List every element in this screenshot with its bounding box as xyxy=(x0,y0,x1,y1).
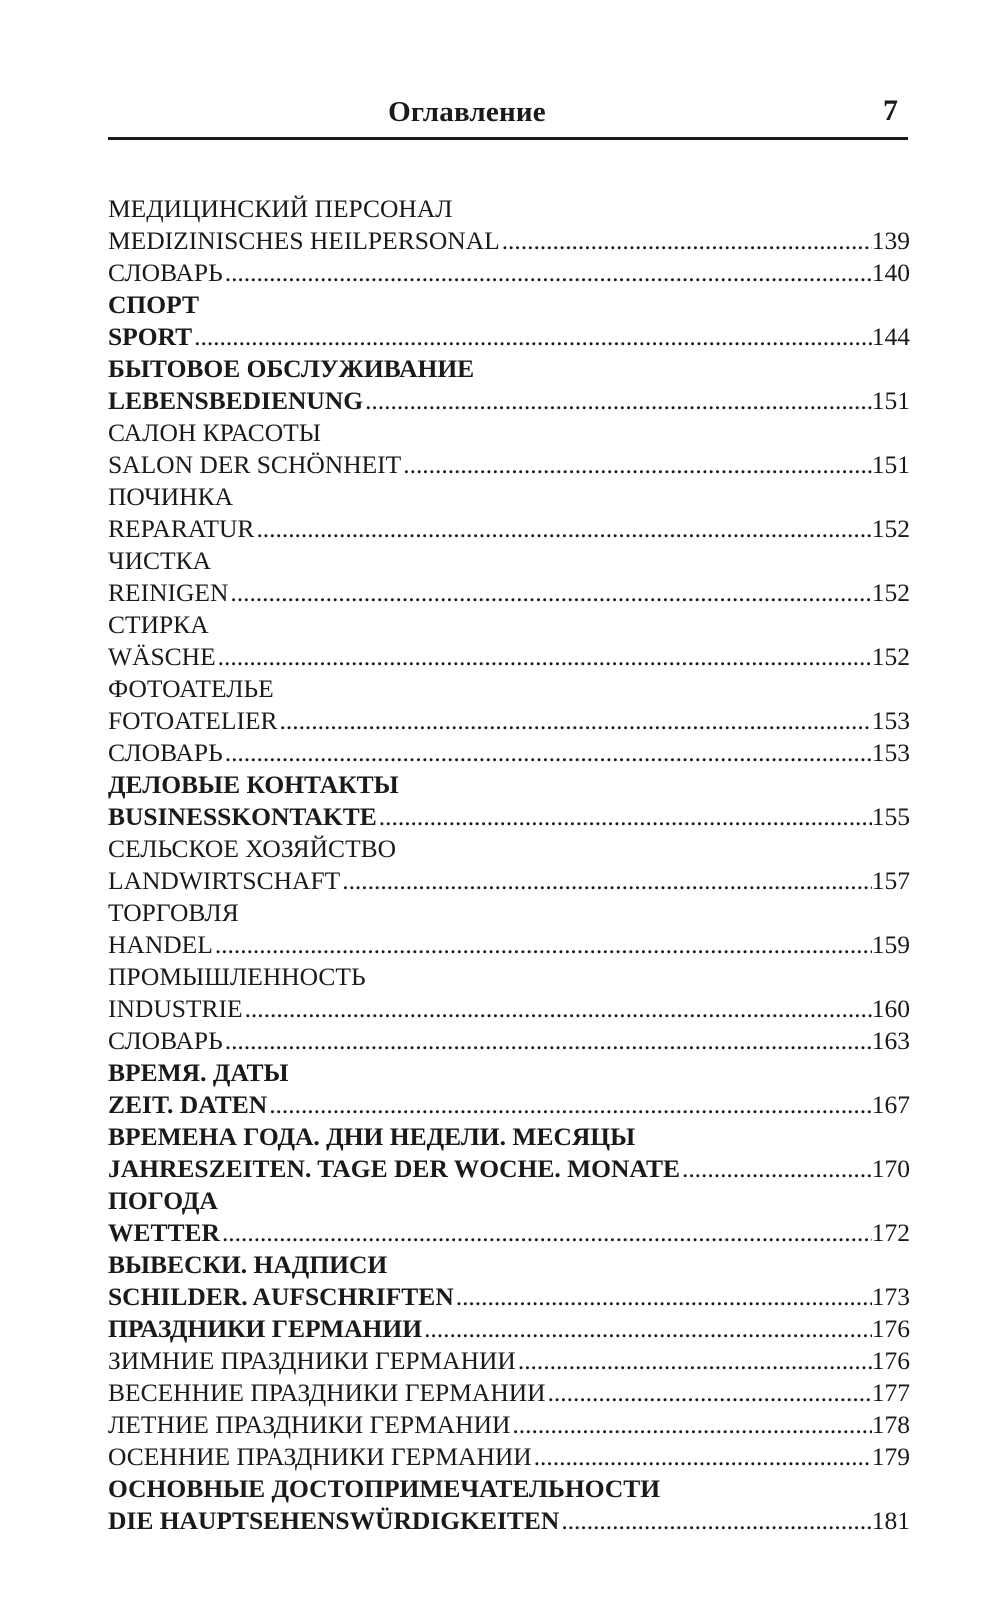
dot-leader xyxy=(223,737,872,769)
toc-entry xyxy=(108,449,910,481)
toc-entry xyxy=(108,481,910,513)
toc-entry xyxy=(108,1217,910,1249)
dot-leader xyxy=(559,1505,871,1537)
toc-entry-page-number: 139 xyxy=(871,226,910,255)
toc-entry xyxy=(108,897,910,929)
toc-entry-page-number: 153 xyxy=(871,706,910,735)
toc-entry xyxy=(108,321,910,353)
toc-entry xyxy=(108,1057,910,1089)
toc-entry xyxy=(108,1345,910,1377)
toc-entry-page-number: 157 xyxy=(871,866,910,895)
dot-leader xyxy=(363,385,872,417)
dot-leader xyxy=(216,641,872,673)
dot-leader xyxy=(254,513,871,545)
table-of-contents xyxy=(108,193,910,1537)
toc-entry-title: SCHILDER. AUFSCHRIFTEN xyxy=(108,1282,454,1311)
running-head xyxy=(108,92,908,138)
toc-entry xyxy=(108,513,910,545)
dot-leader xyxy=(213,929,872,961)
dot-leader xyxy=(680,1153,872,1185)
toc-entry-title: СПОРТ xyxy=(108,290,199,319)
toc-entry-title: СЛОВАРЬ xyxy=(108,738,223,767)
toc-entry-title: INDUSTRIE xyxy=(108,994,243,1023)
toc-entry-page-number: 159 xyxy=(871,930,910,959)
dot-leader xyxy=(401,449,872,481)
toc-entry xyxy=(108,1185,910,1217)
toc-entry-page-number: 153 xyxy=(871,738,910,767)
toc-entry-page-number: 151 xyxy=(871,450,910,479)
toc-entry xyxy=(108,929,910,961)
dot-leader xyxy=(546,1377,872,1409)
toc-entry-title: HANDEL xyxy=(108,930,213,959)
toc-entry-page-number: 173 xyxy=(871,1282,910,1311)
toc-entry-title: SALON DER SCHÖNHEIT xyxy=(108,450,402,479)
toc-entry-title: ПОЧИНКА xyxy=(108,482,234,511)
toc-entry-title: ЗИМНИЕ ПРАЗДНИКИ ГЕРМАНИИ xyxy=(108,1346,516,1375)
toc-entry xyxy=(108,865,910,897)
toc-entry xyxy=(108,1441,910,1473)
toc-entry-page-number: 144 xyxy=(871,322,910,351)
toc-entry xyxy=(108,1121,910,1153)
toc-entry xyxy=(108,609,910,641)
toc-entry xyxy=(108,1153,910,1185)
dot-leader xyxy=(422,1313,872,1345)
toc-entry-page-number: 163 xyxy=(871,1026,910,1055)
toc-entry xyxy=(108,673,910,705)
toc-entry-title: СЛОВАРЬ xyxy=(108,258,223,287)
toc-entry-page-number: 177 xyxy=(871,1378,910,1407)
toc-entry-page-number: 160 xyxy=(871,994,910,1023)
dot-leader xyxy=(223,257,872,289)
toc-entry-title: ВРЕМЕНА ГОДА. ДНИ НЕДЕЛИ. МЕСЯЦЫ xyxy=(108,1122,636,1151)
toc-entry xyxy=(108,1377,910,1409)
dot-leader xyxy=(454,1281,872,1313)
toc-entry xyxy=(108,1089,910,1121)
dot-leader xyxy=(510,1409,871,1441)
toc-entry-page-number: 152 xyxy=(871,578,910,607)
toc-entry xyxy=(108,577,910,609)
dot-leader xyxy=(500,225,872,257)
toc-entry-page-number: 176 xyxy=(871,1346,910,1375)
toc-entry xyxy=(108,801,910,833)
toc-entry-title: ВЕСЕННИЕ ПРАЗДНИКИ ГЕРМАНИИ xyxy=(108,1378,546,1407)
dot-leader xyxy=(278,705,872,737)
toc-entry-title: СЛОВАРЬ xyxy=(108,1026,223,1055)
toc-entry-title: ПРОМЫШЛЕННОСТЬ xyxy=(108,962,366,991)
toc-entry xyxy=(108,737,910,769)
toc-entry-title: MEDIZINISCHES HEILPERSONAL xyxy=(108,226,500,255)
toc-entry xyxy=(108,641,910,673)
toc-entry-title: ДЕЛОВЫЕ КОНТАКТЫ xyxy=(108,770,399,799)
toc-entry-page-number: 178 xyxy=(871,1410,910,1439)
toc-entry-title: DIE HAUPTSEHENSWÜRDIGKEITEN xyxy=(108,1506,560,1535)
toc-entry xyxy=(108,1505,910,1537)
page-number: 7 xyxy=(883,94,898,127)
toc-entry-title: JAHRESZEITEN. TAGE DER WOCHE. MONATE xyxy=(108,1154,680,1183)
toc-entry xyxy=(108,769,910,801)
toc-entry-page-number: 140 xyxy=(871,258,910,287)
dot-leader xyxy=(223,1025,872,1057)
toc-entry-title: СЕЛЬСКОЕ ХОЗЯЙСТВО xyxy=(108,834,397,863)
toc-entry-title: WETTER xyxy=(108,1218,220,1247)
toc-entry xyxy=(108,705,910,737)
toc-entry xyxy=(108,1249,910,1281)
toc-entry xyxy=(108,225,910,257)
toc-entry-title: ФОТОАТЕЛЬЕ xyxy=(108,674,274,703)
toc-entry-title: МЕДИЦИНСКИЙ ПЕРСОНАЛ xyxy=(108,194,453,223)
toc-entry xyxy=(108,1025,910,1057)
toc-entry-title: ТОРГОВЛЯ xyxy=(108,898,239,927)
toc-entry-page-number: 152 xyxy=(871,514,910,543)
page-title: Оглавление xyxy=(388,96,546,128)
toc-entry-title: REPARATUR xyxy=(108,514,255,543)
toc-entry xyxy=(108,257,910,289)
toc-entry-page-number: 176 xyxy=(871,1314,910,1343)
toc-entry-title: ОСЕННИЕ ПРАЗДНИКИ ГЕРМАНИИ xyxy=(108,1442,532,1471)
toc-entry-title: ПРАЗДНИКИ ГЕРМАНИИ xyxy=(108,1314,423,1343)
toc-entry-title: САЛОН КРАСОТЫ xyxy=(108,418,321,447)
dot-leader xyxy=(243,993,872,1025)
toc-entry xyxy=(108,1473,910,1505)
toc-entry xyxy=(108,993,910,1025)
toc-entry-title: ЧИСТКА xyxy=(108,546,211,575)
toc-entry-title: СТИРКА xyxy=(108,610,209,639)
toc-entry-title: REINIGEN xyxy=(108,578,229,607)
dot-leader xyxy=(377,801,872,833)
dot-leader xyxy=(228,577,871,609)
toc-entry-title: ВЫВЕСКИ. НАДПИСИ xyxy=(108,1250,388,1279)
toc-entry-title: BUSINESSKONTAKTE xyxy=(108,802,377,831)
dot-leader xyxy=(267,1089,872,1121)
toc-entry-page-number: 170 xyxy=(871,1154,910,1183)
header-rule xyxy=(108,137,908,140)
toc-entry-title: FOTOATELIER xyxy=(108,706,278,735)
toc-entry-title: ОСНОВНЫЕ ДОСТОПРИМЕЧАТЕЛЬНОСТИ xyxy=(108,1474,661,1503)
toc-entry xyxy=(108,1281,910,1313)
toc-entry-page-number: 181 xyxy=(871,1506,910,1535)
toc-entry xyxy=(108,545,910,577)
toc-entry xyxy=(108,385,910,417)
toc-entry-title: WÄSCHE xyxy=(108,642,216,671)
dot-leader xyxy=(532,1441,872,1473)
toc-entry-page-number: 151 xyxy=(871,386,910,415)
toc-entry-title: ВРЕМЯ. ДАТЫ xyxy=(108,1058,289,1087)
dot-leader xyxy=(516,1345,872,1377)
toc-entry xyxy=(108,417,910,449)
toc-entry-title: БЫТОВОЕ ОБСЛУЖИВАНИЕ xyxy=(108,354,475,383)
toc-entry xyxy=(108,1313,910,1345)
toc-entry xyxy=(108,1409,910,1441)
toc-entry xyxy=(108,961,910,993)
toc-entry xyxy=(108,833,910,865)
toc-entry-title: LEBENSBEDIENUNG xyxy=(108,386,364,415)
toc-entry-title: ZEIT. DATEN xyxy=(108,1090,268,1119)
toc-entry-page-number: 167 xyxy=(871,1090,910,1119)
toc-entry-page-number: 152 xyxy=(871,642,910,671)
toc-entry-page-number: 179 xyxy=(871,1442,910,1471)
toc-entry-page-number: 155 xyxy=(871,802,910,831)
toc-entry-title: ПОГОДА xyxy=(108,1186,218,1215)
dot-leader xyxy=(192,321,872,353)
toc-entry-page-number: 172 xyxy=(871,1218,910,1247)
toc-entry xyxy=(108,193,910,225)
toc-entry xyxy=(108,289,910,321)
dot-leader xyxy=(340,865,872,897)
toc-entry-title: SPORT xyxy=(108,322,193,351)
toc-entry xyxy=(108,353,910,385)
dot-leader xyxy=(220,1217,872,1249)
toc-entry-title: LANDWIRTSCHAFT xyxy=(108,866,341,895)
toc-entry-title: ЛЕТНИЕ ПРАЗДНИКИ ГЕРМАНИИ xyxy=(108,1410,511,1439)
